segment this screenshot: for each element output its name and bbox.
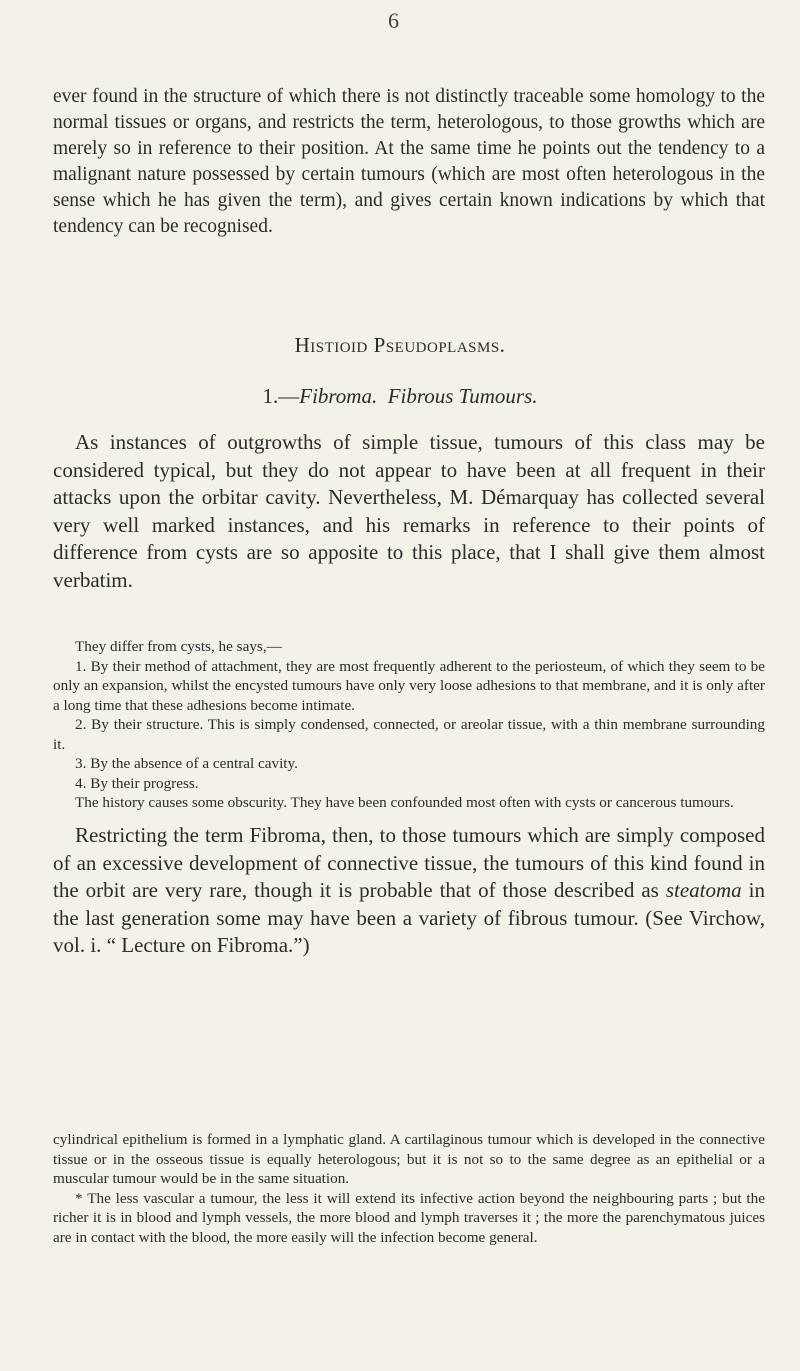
- paragraph-restricting: [53, 822, 765, 960]
- paragraph-restricting-italic: steatoma: [665, 878, 742, 902]
- paragraph-outgrowths: As instances of outgrowths of simple tissue, tumours of this class may be considered typical, but they do not appear to have been at all frequent in their attacks upon the orbitar cavity. Nevertheless, M. Démarquay has collected several very well marked instances, and his remarks in reference to their points of difference from cysts are so apposite to this place, that I shall give them almost verbatim.: [53, 430, 765, 592]
- quote-item: 3. By the absence of a central cavity.: [75, 755, 298, 772]
- subheading-title-fibroma: Fibroma.: [299, 384, 378, 408]
- paragraph-heterologous: ever found in the structure of which there is not distinctly traceable some homology to the normal tissues or organs, and restricts the term, heterologous, to those growths which are merely so in reference to their position. At the same time he points out the tendency to a malignant nature possessed by certain tumours (which are most often heterologous in the sense which he has given the term), and gives certain known indications by which that tendency can be recognised.: [53, 86, 765, 237]
- quote-intro: They differ from cysts, he says,—: [75, 638, 282, 655]
- subheading-title-fibrous-tumours: Fibrous Tumours.: [387, 384, 538, 408]
- section-heading: Histioid Pseudoplasms.: [294, 333, 506, 357]
- paragraph-restricting-text-b: in the last generation some may have been a variety of fibrous tumour. (See Virchow, vol. i. “ Lecture on Fibroma.”): [53, 878, 766, 957]
- subheading-number: 1.—: [262, 384, 300, 408]
- quoted-differences: [53, 637, 765, 813]
- subheading: [0, 384, 800, 409]
- footnotes: [53, 1130, 765, 1248]
- footnote-continued: cylindrical epithelium is formed in a lymphatic gland. A cartilaginous tumour which is developed in the connective tissue or in the osseous tissue is equally heterologous; but it is not so to the same degree as an epithelial or a muscular tumour would be in the same situation.: [53, 1131, 765, 1188]
- page-number: 6: [388, 8, 399, 33]
- quote-item: 2. By their structure. This is simply condensed, connected, or areolar tissue, with a thin membrane surrounding it.: [53, 716, 765, 753]
- paragraph-restricting-text-a: Restricting the term Fibroma, then, to those tumours which are simply composed of an excessive development of connective tissue, the tumours of this kind found in the orbit are very rare, though it is probable that of those described as: [53, 823, 765, 902]
- quote-item: 4. By their progress.: [75, 774, 199, 792]
- quote-item: 1. By their method of attachment, they are most frequently adherent to the periosteum, of which they seem to be only an expansion, whilst the encysted tumours have only very loose adhesions to that membrane, and it is only after a long time that these adhesions become intimate.: [53, 657, 765, 714]
- footnote-vascular: * The less vascular a tumour, the less it will extend its infective action beyond the neighbouring parts ; but the richer it is in blood and lymph vessels, the more blood and lymph traverses it ; the more the parenchymatous juices are in contact with the blood, the more easily will the infection become general.: [53, 1189, 765, 1246]
- quote-closing: The history causes some obscurity. They have been confounded most often with cysts or cancerous tumours.: [75, 794, 734, 811]
